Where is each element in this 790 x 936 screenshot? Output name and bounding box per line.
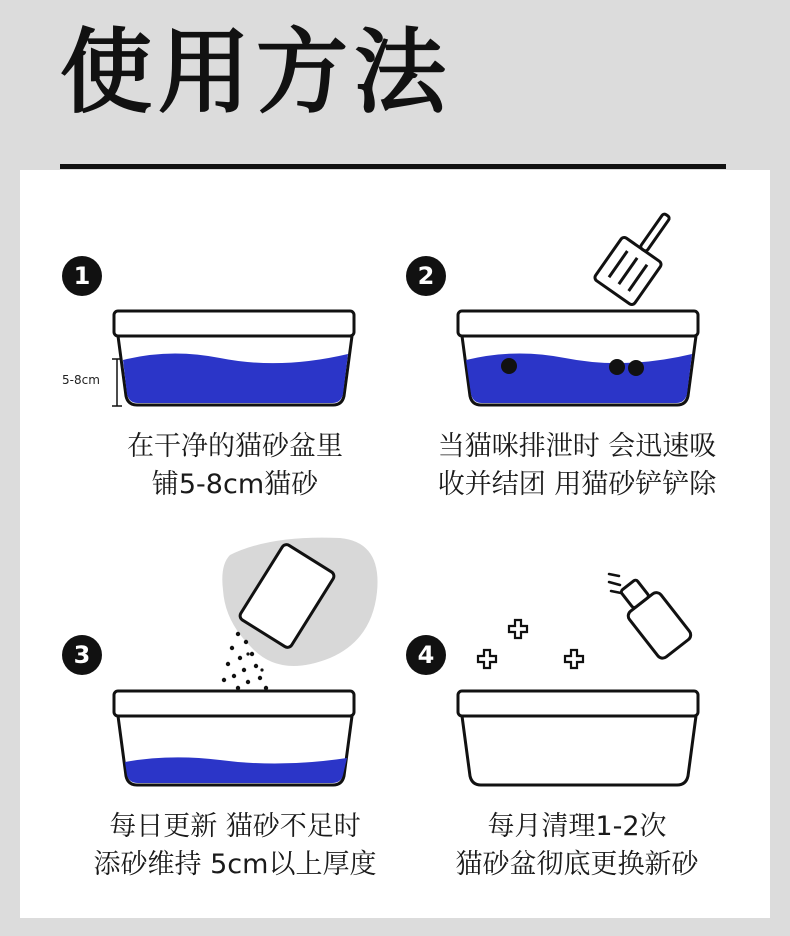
caption-line-2: 添砂维持 5cm以上厚度 <box>93 849 377 880</box>
step-4 <box>395 530 770 918</box>
sparkle-icon <box>478 620 583 668</box>
page-title: 使用方法 <box>60 19 453 126</box>
step-caption <box>407 808 747 884</box>
caption-line-2: 收并结团 用猫砂铲铲除 <box>437 469 717 500</box>
waste-clump <box>609 359 625 375</box>
step-caption <box>65 808 405 884</box>
spray-bottle-icon <box>612 573 693 661</box>
caption-line-1: 每日更新 猫砂不足时 <box>109 811 361 842</box>
step-number-badge: 4 <box>406 635 446 675</box>
caption-line-1: 当猫咪排泄时 会迅速吸 <box>437 431 717 462</box>
step-3 <box>20 530 395 918</box>
instructions-panel <box>20 170 770 918</box>
waste-clump <box>628 360 644 376</box>
caption-line-1: 在干净的猫砂盆里 <box>127 431 343 462</box>
title-divider <box>60 164 726 169</box>
litter-scoop-icon <box>593 202 686 307</box>
depth-label: 5-8cm <box>62 373 100 387</box>
step-2 <box>395 170 770 530</box>
caption-line-2: 猫砂盆彻底更换新砂 <box>455 849 699 880</box>
caption-line-1: 每月清理1-2次 <box>487 811 667 842</box>
step-number-badge: 2 <box>406 256 446 296</box>
step-caption <box>407 428 747 504</box>
step-caption <box>65 428 405 504</box>
step-number-badge: 3 <box>62 635 102 675</box>
waste-clump <box>501 358 517 374</box>
caption-line-2: 铺5-8cm猫砂 <box>151 469 319 500</box>
step-number-badge: 1 <box>62 256 102 296</box>
litter-fill <box>123 353 348 403</box>
step-1 <box>20 170 395 530</box>
